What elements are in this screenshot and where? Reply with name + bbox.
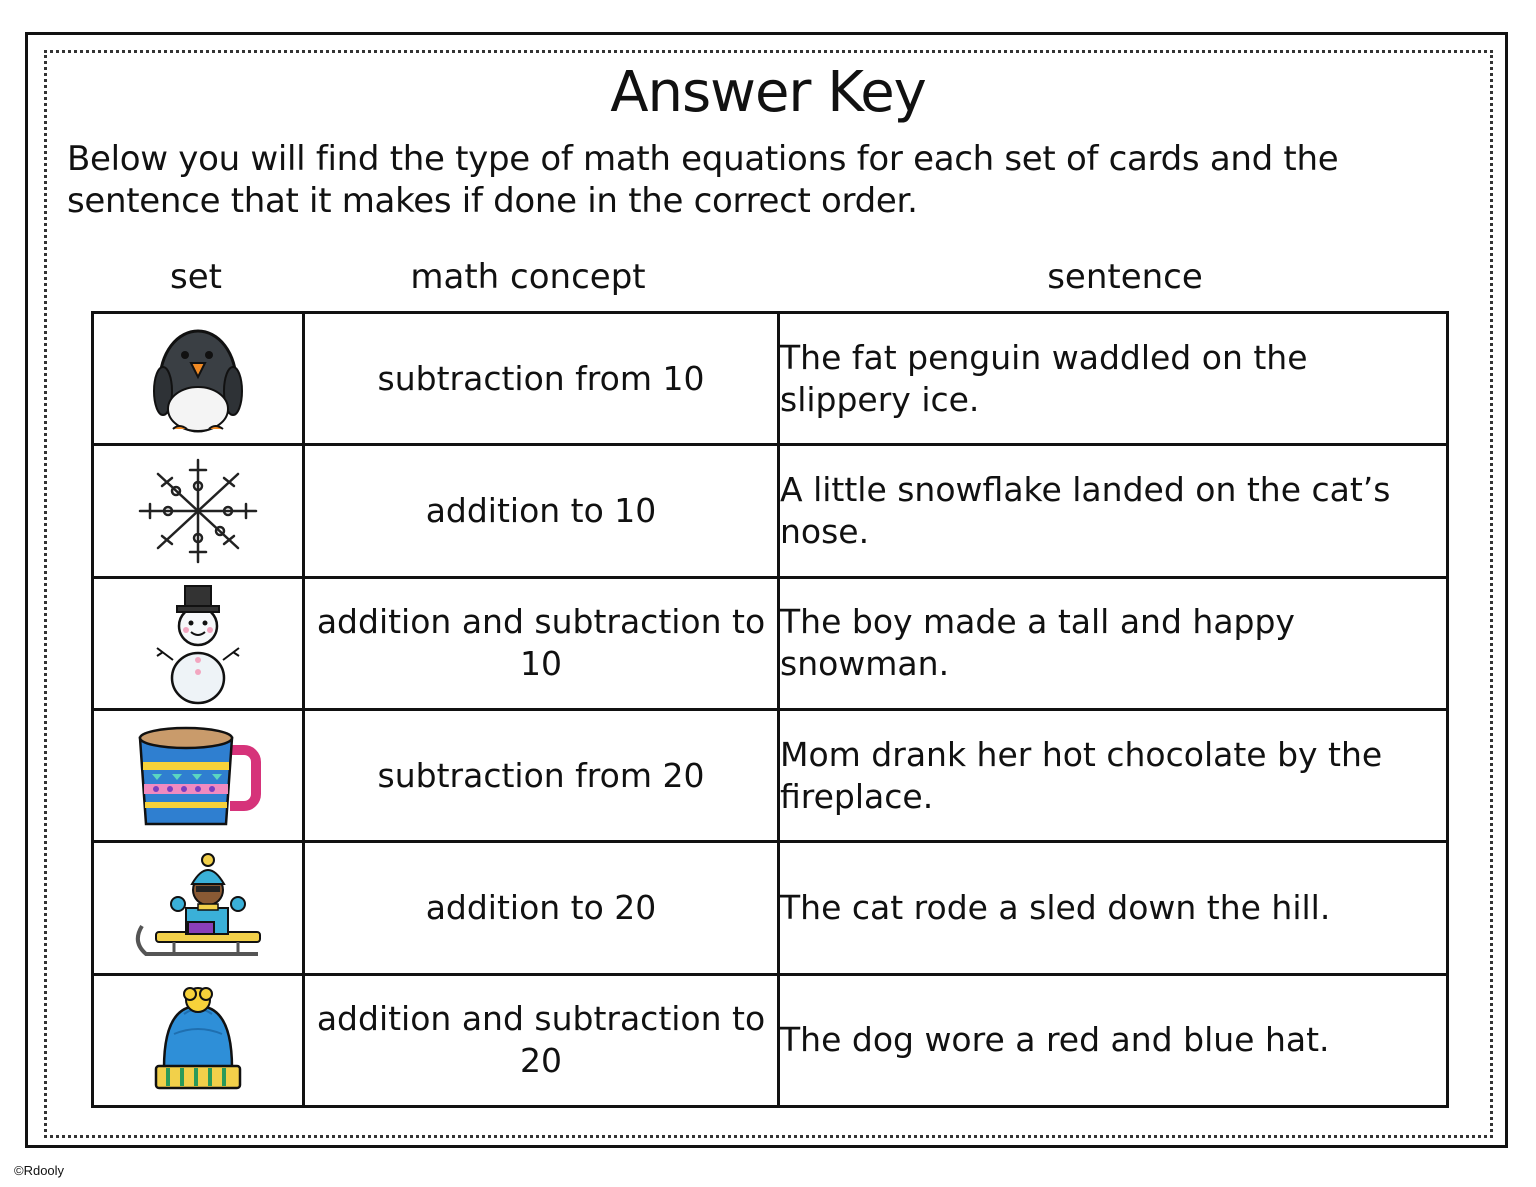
intro-line-1: Below you will find the type of math equations for each set of cards and the [67,139,1339,179]
column-header-set: set [170,257,222,297]
snowman-icon [153,580,243,706]
snowflake-icon [136,456,260,566]
mug-icon [132,720,264,832]
concept-cell: subtraction from 10 [304,313,779,445]
sled-kid-icon [128,852,268,964]
set-cell [93,709,304,841]
sentence-cell: The fat penguin waddled on the slippery ice. [779,313,1448,445]
concept-cell: addition to 20 [304,842,779,974]
sentence-cell: Mom drank her hot chocolate by the fireplace. [779,709,1448,841]
table-row [93,974,1448,1106]
concept-cell: addition to 10 [304,445,779,577]
penguin-icon [143,321,253,437]
intro-text [67,138,1457,222]
table-row [93,842,1448,974]
sentence-cell: The cat rode a sled down the hill. [779,842,1448,974]
set-cell [93,313,304,445]
answer-table [91,311,1449,1108]
table-row [93,709,1448,841]
page-title: Answer Key [610,60,926,125]
sentence-cell: The boy made a tall and happy snowman. [779,577,1448,709]
concept-cell: subtraction from 20 [304,709,779,841]
set-cell [93,577,304,709]
set-cell [93,445,304,577]
concept-cell: addition and subtraction to 10 [304,577,779,709]
intro-line-2: sentence that it makes if done in the correct order. [67,181,918,221]
table-row [93,313,1448,445]
copyright-credit: ©Rdooly [14,1163,65,1178]
table-row [93,577,1448,709]
column-header-sentence: sentence [1047,257,1203,297]
column-header-concept: math concept [410,257,646,297]
sentence-cell: The dog wore a red and blue hat. [779,974,1448,1106]
winter-hat-icon [150,984,246,1096]
concept-cell: addition and subtraction to 20 [304,974,779,1106]
table-row [93,445,1448,577]
set-cell [93,974,304,1106]
set-cell [93,842,304,974]
sentence-cell: A little snowflake landed on the cat’s nose. [779,445,1448,577]
